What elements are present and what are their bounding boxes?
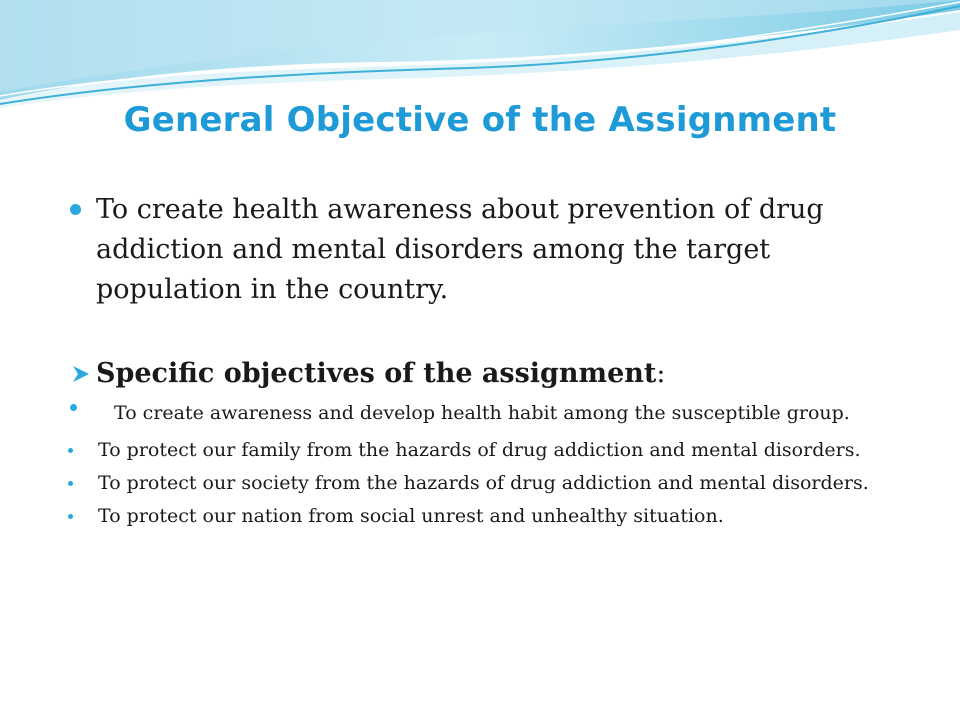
list-item [60, 503, 900, 530]
specific-objectives-list [60, 400, 900, 530]
slide-title: General Objective of the Assignment [123, 100, 837, 140]
slide-content [60, 190, 900, 536]
main-objective-text: To create health awareness about prevention of drug addiction and mental disorders among the target population in the country. [96, 194, 824, 305]
main-objective [60, 190, 900, 310]
list-item [60, 400, 900, 427]
list-item [60, 470, 900, 497]
list-item-text: To protect our nation from social unrest and unhealthy situation. [98, 505, 724, 527]
heading-colon: : [656, 358, 666, 389]
list-item-text: To create awareness and develop health habit among the susceptible group. [114, 402, 850, 424]
list-item-text: To protect our society from the hazards of drug addiction and mental disorders. [98, 472, 869, 494]
circle-bullet-icon [68, 448, 73, 453]
list-item-text: To protect our family from the hazards of drug addiction and mental disorders. [98, 439, 861, 461]
circle-bullet-icon [70, 204, 81, 215]
circle-bullet-icon [70, 404, 77, 411]
list-item [60, 437, 900, 464]
circle-bullet-icon [68, 514, 73, 519]
arrowhead-bullet-icon [72, 365, 90, 383]
specific-objectives-heading [60, 354, 900, 394]
specific-objectives-title: Specific objectives of the assignment [96, 358, 657, 389]
circle-bullet-icon [68, 481, 73, 486]
